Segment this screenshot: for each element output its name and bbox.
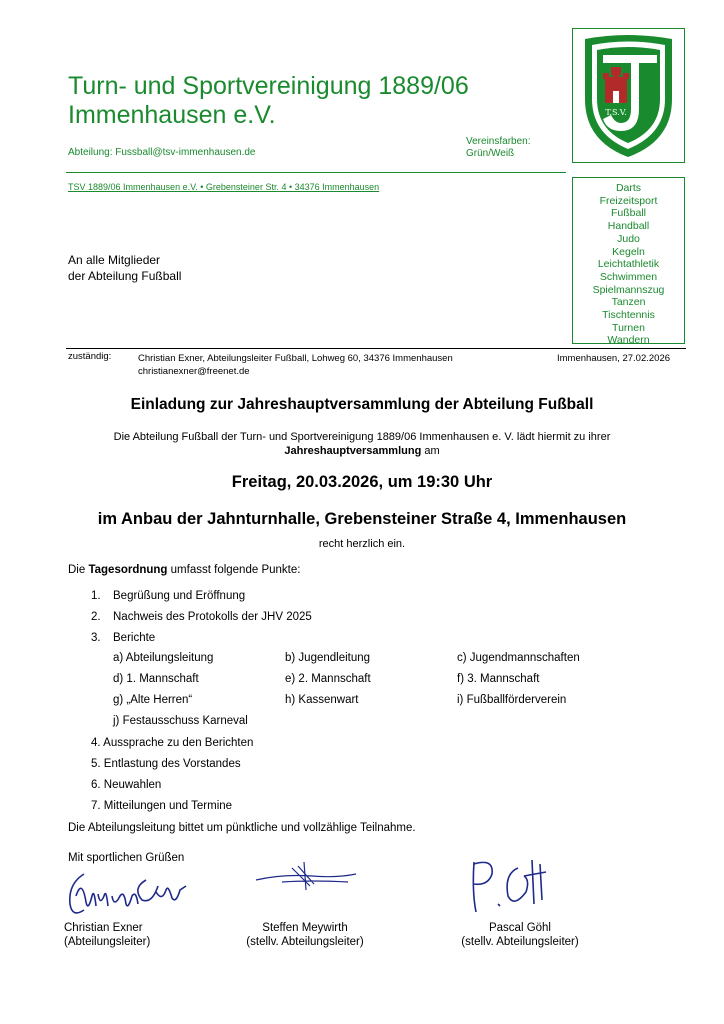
report-item: a) Abteilungsleitung (113, 652, 214, 664)
greeting-line: recht herzlich ein. (318, 538, 406, 550)
logo-frame (572, 28, 685, 163)
department-item: Leichtathletik (597, 258, 660, 271)
department-item: Wandern (607, 334, 650, 347)
report-item: i) Fußballförderverein (457, 694, 567, 706)
club-logo (573, 29, 684, 162)
agenda-item-num: 1. (91, 590, 101, 602)
department-item: Tanzen (611, 296, 646, 309)
meta-divider (66, 348, 686, 349)
recipient-line1: An alle Mitglieder (68, 253, 161, 267)
signatory-role: (stellv. Abteilungsleiter) (246, 936, 364, 948)
responsible-contact (138, 352, 453, 378)
agenda-suffix: umfasst folgende Punkte: (167, 564, 301, 576)
department-item: Spielmannszug (592, 283, 665, 296)
org-name-line1: Turn- und Sportvereinigung 1889/06 (68, 72, 469, 100)
agenda-prefix: Die (68, 564, 89, 576)
header-divider (66, 172, 566, 173)
club-colors-value: Grün/Weiß (466, 148, 515, 159)
department-item: Schwimmen (599, 270, 658, 283)
report-item: b) Jugendleitung (285, 652, 371, 664)
signature-meywirth (252, 858, 362, 894)
report-item: f) 3. Mannschaft (457, 673, 540, 685)
report-item: d) 1. Mannschaft (113, 673, 199, 685)
signatory-1 (64, 921, 174, 949)
department-item: Freizeitsport (599, 194, 658, 207)
signatory-role: (Abteilungsleiter) (64, 936, 151, 948)
agenda-item: Berichte (113, 632, 156, 644)
signature-exner (62, 866, 192, 922)
regards: Mit sportlichen Grüßen (68, 852, 185, 864)
report-item: c) Jugendmannschaften (457, 652, 580, 664)
agenda-item: 5. Entlastung des Vorstandes (91, 758, 241, 770)
department-item: Handball (607, 220, 650, 233)
department-email: Abteilung: Fussball@tsv-immenhausen.de (68, 147, 256, 158)
report-item: e) 2. Mannschaft (285, 673, 371, 685)
organization-name (68, 72, 469, 130)
agenda-item: Nachweis des Protokolls der JHV 2025 (113, 611, 312, 623)
logo-text: T.S.V. (605, 108, 627, 117)
signatory-name: Pascal Göhl (488, 922, 551, 934)
org-name-line2: Immenhausen e.V. (68, 101, 276, 129)
signatory-3 (445, 921, 595, 949)
meeting-place: im Anbau der Jahnturnhalle, Grebensteiner Straße 4, Immenhausen (97, 510, 627, 528)
intro-end: am (421, 445, 440, 457)
agenda-item: 6. Neuwahlen (91, 779, 162, 791)
intro-text (0, 430, 724, 458)
agenda-item: 7. Mitteilungen und Termine (91, 800, 233, 812)
responsible-label: zuständig: (68, 351, 112, 362)
signatory-role: (stellv. Abteilungsleiter) (461, 936, 579, 948)
department-item: Darts (615, 182, 642, 194)
report-item: j) Festausschuss Karneval (113, 715, 248, 727)
recipient-block (68, 252, 181, 284)
report-item: h) Kassenwart (285, 694, 359, 706)
signatory-name: Christian Exner (64, 922, 143, 934)
agenda-item: Begrüßung und Eröffnung (113, 590, 246, 602)
meeting-date: Freitag, 20.03.2026, um 19:30 Uhr (231, 473, 493, 491)
department-item: Tischtennis (602, 309, 655, 322)
report-item: g) „Alte Herren“ (113, 694, 193, 706)
department-item: Fußball (610, 207, 646, 220)
signatory-name: Steffen Meywirth (262, 922, 348, 934)
place-date: Immenhausen, 27.02.2026 (557, 353, 671, 364)
letter-heading: Einladung zur Jahreshauptversammlung der Abteilung Fußball (130, 396, 594, 413)
agenda-item-num: 3. (91, 632, 101, 644)
department-item: Kegeln (612, 245, 645, 258)
responsible-line1: Christian Exner, Abteilungsleiter Fußball, Lohweg 60, 34376 Immenhausen (138, 353, 453, 364)
departments-list (572, 177, 685, 347)
agenda-item: 4. Aussprache zu den Berichten (91, 737, 254, 749)
agenda-bold: Tagesordnung (88, 564, 168, 576)
agenda-item-num: 2. (91, 611, 101, 623)
department-item: Judo (617, 232, 640, 245)
club-colors-label: Vereinsfarben: (466, 136, 531, 147)
closing-note: Die Abteilungsleitung bittet um pünktliche und vollzählige Teilnahme. (68, 822, 416, 834)
intro-bold: Jahreshauptversammlung (284, 445, 422, 457)
club-colors (466, 136, 531, 160)
department-item: Turnen (612, 321, 645, 334)
recipient-line2: der Abteilung Fußball (68, 269, 182, 283)
intro-line1: Die Abteilung Fußball der Turn- und Sportvereinigung 1889/06 Immenhausen e. V. lädt hiermit zu ihrer (113, 431, 611, 443)
responsible-email: christianexner@freenet.de (138, 366, 250, 377)
agenda-intro (68, 564, 300, 576)
signatory-2 (230, 921, 380, 949)
signature-goehl (460, 852, 560, 922)
sender-address: TSV 1889/06 Immenhausen e.V. • Grebensteiner Str. 4 • 34376 Immenhausen (68, 182, 380, 192)
